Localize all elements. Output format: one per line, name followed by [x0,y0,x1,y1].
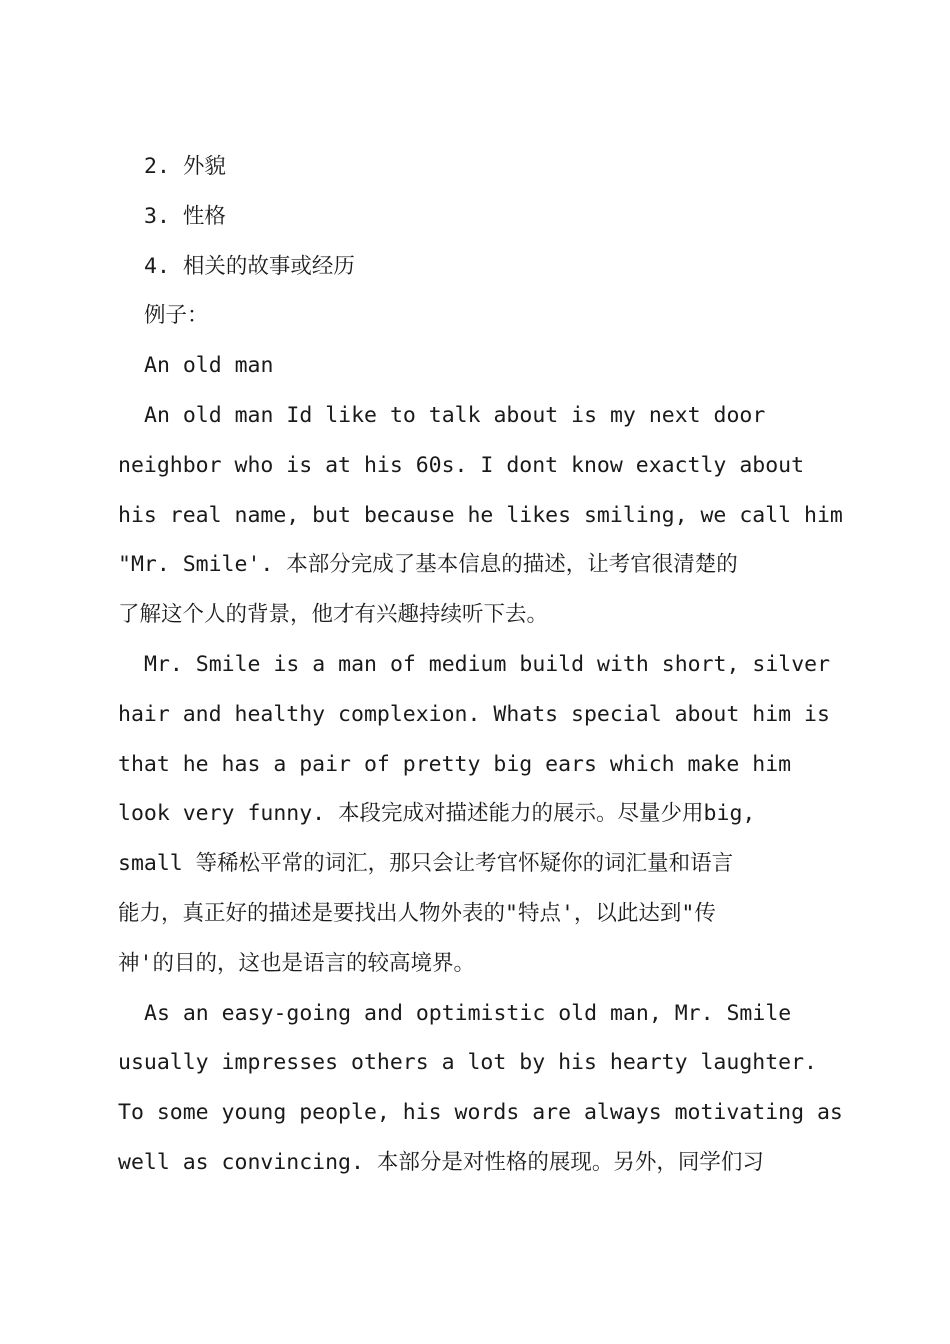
paragraph-line: small 等稀松平常的词汇，那只会让考官怀疑你的词汇量和语言 [118,851,734,877]
paragraph-line: well as convincing. 本部分是对性格的展现。另外，同学们习 [118,1149,764,1175]
paragraph-line: To some young people, his words are always motivating as [118,1100,843,1126]
paragraph-line: his real name, but because he likes smiling, we call him [118,502,843,528]
paragraph-line: 能力，真正好的描述是要找出人物外表的"特点'，以此达到"传 [118,900,716,926]
example-label: 例子： [144,303,209,329]
paragraph-basic-info [118,391,843,640]
paragraph-line: neighbor who is at his 60s. I dont know exactly about [118,452,805,478]
document-body [118,142,843,1188]
outline-item-personality: 3. 性格 [144,203,226,229]
outline-item-appearance: 2. 外貌 [144,154,226,179]
example-title: An old man [144,353,274,379]
outline-item-story: 4. 相关的故事或经历 [144,253,355,279]
paragraph-line: 神'的目的，这也是语言的较高境界。 [118,950,475,976]
paragraph-personality [118,989,843,1188]
paragraph-line: look very funny. 本段完成对描述能力的展示。尽量少用big, [118,801,756,827]
paragraph-line: that he has a pair of pretty big ears which make him [118,751,792,777]
paragraph-line: usually impresses others a lot by his hearty laughter. [118,1050,817,1076]
paragraph-line: 了解这个人的背景，他才有兴趣持续听下去。 [118,602,549,628]
paragraph-appearance [118,640,840,989]
paragraph-line: Mr. Smile is a man of medium build with short, silver [144,651,831,677]
paragraph-line: As an easy-going and optimistic old man, Mr. Smile [144,1000,792,1026]
paragraph-line: hair and healthy complexion. Whats special about him is [118,701,830,727]
paragraph-line: "Mr. Smile'. 本部分完成了基本信息的描述，让考官很清楚的 [118,552,738,578]
paragraph-line: An old man Id like to talk about is my next door [144,402,766,428]
